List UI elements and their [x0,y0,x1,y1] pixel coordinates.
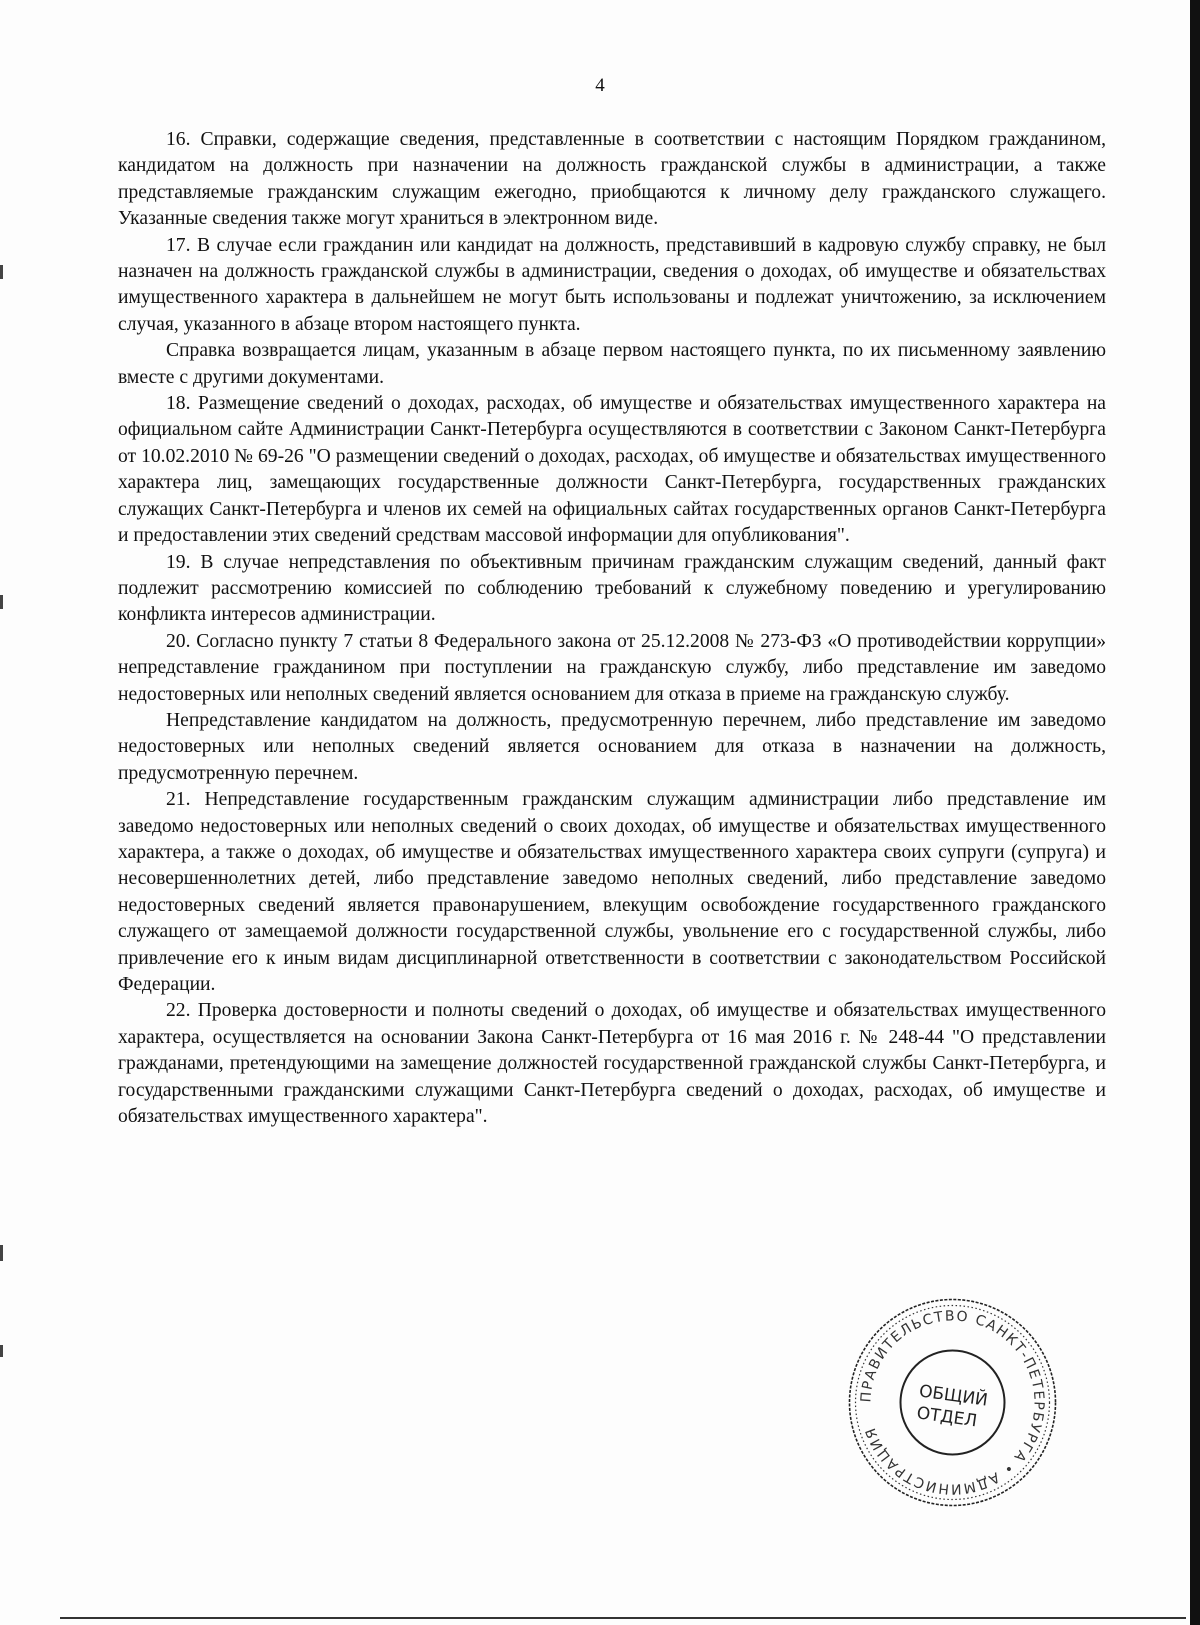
document-body [118,127,1106,1130]
office-stamp [845,1295,1060,1510]
scan-edge-mark [0,595,3,609]
scan-edge-mark [0,265,3,279]
scan-edge-mark [0,1245,3,1261]
stamp-center-line-2: ОТДЕЛ [915,1403,979,1432]
scan-edge-bottom [60,1617,1186,1619]
scan-edge-right [1190,0,1200,1625]
paragraph-19: 19. В случае непредставления по объективным причинам гражданским служащим сведений, данный факт подлежит рассмотрению комиссией по соблюдению требований к служебному поведению и урегулированию конфликта интересов администрации. [118,551,1106,626]
paragraph-20-part-2: Непредставление кандидатом на должность, предусмотренную перечнем, либо представление им заведомо недостоверных или неполных сведений является основанием для отказа в назначении на должность, предусмотренную перечнем. [118,709,1106,784]
stamp-center-line-1: ОБЩИЙ [917,1381,989,1411]
paragraph-21: 21. Непредставление государственным гражданским служащим администрации либо представление им заведомо недостоверных или неполных сведений о своих доходах, об имуществе и обязательствах имущественного характера, а также о доходах, об имуществе и обязательствах имущественного характера своих супруги (супруга) и несовершеннолетних детей, либо представление заведомо неполных сведений, либо представление заведомо недостоверных сведений является правонарушением, влекущим освобождение государственного гражданского служащего от замещаемой должности государственной службы, увольнение его с государственной службы, либо привлечение его к иным видам дисциплинарной ответственности в соответствии с законодательством Российской Федерации. [118,789,1106,995]
paragraph-17-part-2: Справка возвращается лицам, указанным в абзаце первом настоящего пункта, по их письменному заявлению вместе с другими документами. [118,340,1106,388]
scan-edge-mark [0,1345,3,1357]
stamp-ring-text: ПРАВИТЕЛЬСТВО САНКТ-ПЕТЕРБУРГА • АДМИНИСТРАЦИЯ [858,1308,1047,1497]
paragraph-17: 17. В случае если гражданин или кандидат на должность, представивший в кадровую службу справку, не был назначен на должность гражданской службы в администрации, сведения о доходах, об имуществе и обязательствах имущественного характера в дальнейшем не могут быть использованы и подлежат уничтожению, за исключением случая, указанного в абзаце втором настоящего пункта. [118,234,1106,335]
paragraph-22: 22. Проверка достоверности и полноты сведений о доходах, об имуществе и обязательствах имущественного характера, осуществляется на основании Закона Санкт-Петербурга от 16 мая 2016 г. № 248-44 "О представлении гражданами, претендующими на замещение должностей государственной гражданской службы Санкт-Петербурга, и государственными гражданскими служащими Санкт-Петербурга сведений о доходах, расходах, об имуществе и обязательствах имущественного характера". [118,1000,1106,1128]
page-number: 4 [595,75,605,96]
paragraph-20: 20. Согласно пункту 7 статьи 8 Федерального закона от 25.12.2008 № 273-ФЗ «О противодействии коррупции» непредставление гражданином при поступлении на гражданскую службу, либо представление им заведомо недостоверных или неполных сведений является основанием для отказа в приеме на гражданскую службу. [118,630,1106,705]
paragraph-18: 18. Размещение сведений о доходах, расходах, об имуществе и обязательствах имущественного характера на официальном сайте Администрации Санкт-Петербурга осуществляются в соответствии с Законом Санкт-Петербурга от 10.02.2010 № 69-26 "О размещении сведений о доходах, расходах, об имуществе и обязательствах имущественного характера лиц, замещающих государственные должности Санкт-Петербурга, государственных гражданских служащих Санкт-Петербурга и членов их семей на официальных сайтах государственных органов Санкт-Петербурга и предоставлении этих сведений средствам массовой информации для опубликования". [118,393,1106,547]
paragraph-16: 16. Справки, содержащие сведения, представленные в соответствии с настоящим Порядком гражданином, кандидатом на должность при назначении на должность гражданской службы в администрации, а также представляемые гражданским служащим ежегодно, приобщаются к личному делу гражданского служащего. Указанные сведения также могут храниться в электронном виде. [118,129,1106,230]
